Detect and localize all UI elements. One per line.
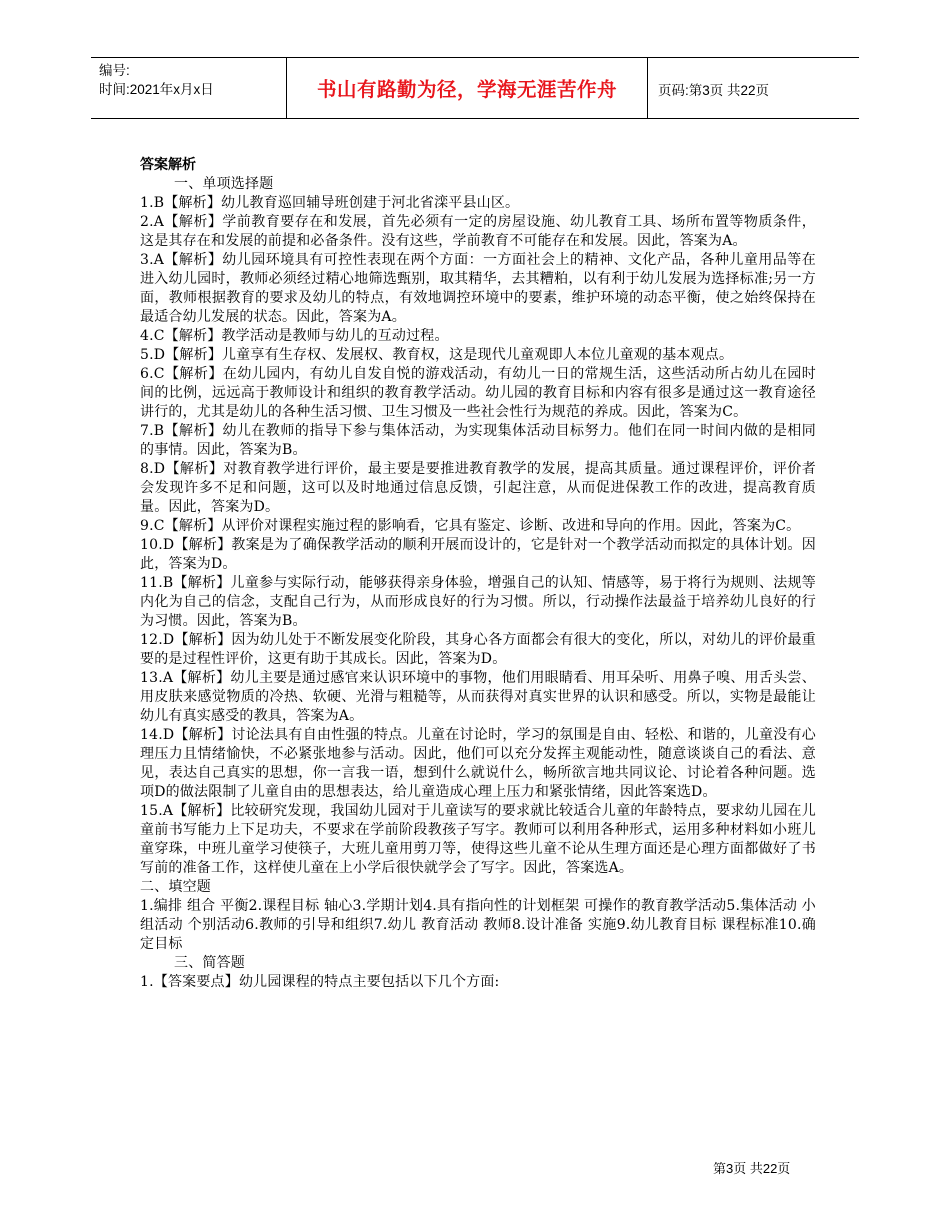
document-date: 时间:2021年x月x日: [99, 82, 214, 97]
answer-item: 5.D【解析】儿童享有生存权、发展权、教育权，这是现代儿童观即人本位儿童观的基本观点。: [140, 347, 734, 363]
answer-item: 8.D【解析】对教育教学进行评价，最主要是要推进教育教学的发展，提高其质量。通过课程评价，评价者会发现许多不足和问题，这可以及时地通过信息反馈，引起注意，从而促进保教工作的改进，提高教育质量。因此，答案为D。: [140, 461, 816, 515]
answer-item: 10.D【解析】教案是为了确保教学活动的顺利开展而设计的，它是针对一个教学活动而拟定的具体计划。因此，答案为D。: [140, 537, 816, 572]
answer-item: 7.B【解析】幼儿在教师的指导下参与集体活动，为实现集体活动目标努力。他们在同一时间内做的是相同的事情。因此，答案为B。: [140, 423, 816, 458]
answer-item: 3.A【解析】幼儿园环境具有可控性表现在两个方面：一方面社会上的精神、文化产品，各种儿童用品等在进入幼儿园时，教师必须经过精心地筛选甄别，取其精华，去其糟粕，以有利于幼儿发展为选择标准;另一方面，教师根据教育的要求及幼儿的特点，有效地调控环境中的要素，维护环境的动态平衡，使之始终保持在最适合幼儿发展的状态。因此，答案为A。: [140, 252, 816, 325]
header-motto: 书山有路勤为径，学海无涯苦作舟: [316, 78, 617, 101]
header-motto-cell: [286, 58, 648, 118]
answer-item: 13.A【解析】幼儿主要是通过感官来认识环境中的事物，他们用眼睛看、用耳朵听、用鼻子嗅、用舌头尝、用皮肤来感觉物质的冷热、软硬、光滑与粗糙等，从而获得对真实世界的认识和感受。所以，实物是最能让幼儿有真实感受的教具，答案为A。: [140, 670, 816, 724]
section-heading-multiple-choice: 一、单项选择题: [174, 176, 274, 192]
answer-item: 12.D【解析】因为幼儿处于不断发展变化阶段，其身心各方面都会有很大的变化，所以，对幼儿的评价最重要的是过程性评价，这更有助于其成长。因此，答案为D。: [140, 632, 816, 667]
section-heading-fill-blank: 二、填空题: [140, 879, 211, 895]
answer-item: 2.A【解析】学前教育要存在和发展，首先必须有一定的房屋设施、幼儿教育工具、场所布置等物质条件，这是其存在和发展的前提和必备条件。没有这些，学前教育不可能存在和发展。因此，答案为A。: [140, 214, 816, 249]
page-header: [91, 57, 859, 119]
answer-item: 14.D【解析】讨论法具有自由性强的特点。儿童在讨论时，学习的氛围是自由、轻松、和谐的，儿童没有心理压力且情绪愉快，不必紧张地参与活动。因此，他们可以充分发挥主观能动性，随意谈谈自己的看法、意见，表达自己真实的思想，你一言我一语，想到什么就说什么，畅所欲言地共同议论、讨论着各种问题。选项D的做法限制了儿童自由的思想表达，给儿童造成心理上压力和紧张情绪，因此答案选D。: [140, 727, 816, 800]
page-footer: 第3页 共22页: [713, 1161, 791, 1176]
short-answer-item: 1.【答案要点】幼儿园课程的特点主要包括以下几个方面:: [140, 974, 500, 990]
answer-content: [140, 156, 816, 992]
document-number-label: 编号:: [99, 63, 130, 78]
answer-item: 1.B【解析】幼儿教育巡回辅导班创建于河北省滦平县山区。: [140, 195, 520, 211]
section-heading-short-answer: 三、简答题: [174, 955, 245, 971]
answer-item: 9.C【解析】从评价对课程实施过程的影响看，它具有鉴定、诊断、改进和导向的作用。因此，答案为C。: [140, 518, 801, 534]
header-meta: [99, 61, 289, 99]
answer-item: 11.B【解析】儿童参与实际行动，能够获得亲身体验，增强自己的认知、情感等，易于将行为规则、法规等内化为自己的信念，支配自己行为，从而形成良好的行为习惯。所以，行动操作法最益于培养幼儿良好的行为习惯。因此，答案为B。: [140, 575, 816, 629]
section-title: 答案解析: [140, 157, 196, 173]
answer-item: 15.A【解析】比较研究发现，我国幼儿园对于儿童读写的要求就比较适合儿童的年龄特点，要求幼儿园在儿童前书写能力上下足功夫，不要求在学前阶段教孩子写字。教师可以利用各种形式，运用多种材料如小班儿童穿珠，中班儿童学习使筷子，大班儿童用剪刀等，使得这些儿童不论从生理方面还是心理方面都做好了书写前的准备工作，这样使儿童在上小学后很快就学会了写字。因此，答案选A。: [140, 803, 816, 876]
answer-item: 4.C【解析】教学活动是教师与幼儿的互动过程。: [140, 328, 449, 344]
fill-blank-answers: 1.编排 组合 平衡2.课程目标 轴心3.学期计划4.具有指向性的计划框架 可操作的教育教学活动5.集体活动 小组活动 个别活动6.教师的引导和组织7.幼儿 教育活动 教师8.设计准备 实施9.幼儿教育目标 课程标准10.确定目标: [140, 898, 816, 952]
answer-item: 6.C【解析】在幼儿园内，有幼儿自发自悦的游戏活动，有幼儿一日的常规生活，这些活动所占幼儿在园时间的比例，远远高于教师设计和组织的教育教学活动。幼儿园的教育目标和内容有很多是通过这一教育途径讲行的，尤其是幼儿的各种生活习惯、卫生习惯及一些社会性行为规范的养成。因此，答案为C。: [140, 366, 816, 420]
header-page-info: 页码:第3页 共22页: [658, 83, 770, 98]
